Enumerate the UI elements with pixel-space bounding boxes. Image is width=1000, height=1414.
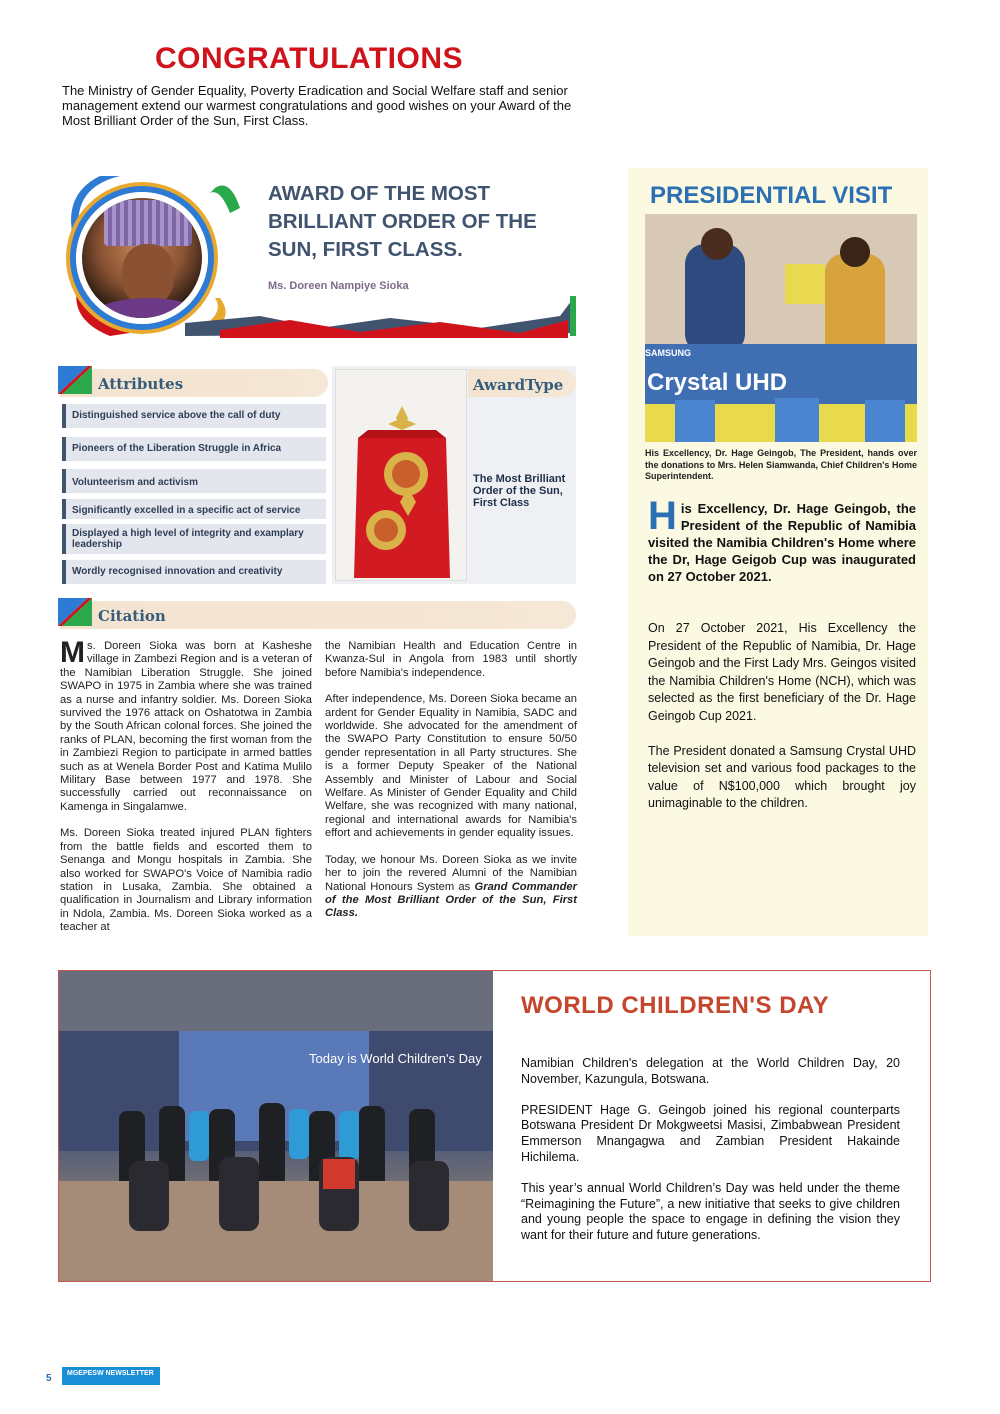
presidential-visit-caption: His Excellency, Dr. Hage Geingob, The President, hands over the donations to Mrs. Helen Siamwanda, Chief Children's Home Superintendent. xyxy=(645,448,917,481)
citation-paragraph: the Namibian Health and Education Centre in Kwanza-Sul in Angola from 1983 until shortly before Namibia's independence. xyxy=(325,640,577,679)
citation-paragraph: After independence, Ms. Doreen Sioka became an ardent for Gender Equality in Namibia, SADC and worldwide. She advocated for the amendment of the SWAPO Party Constitution to ensure 50/50 gender representation in all Party structures. She is a former Deputy Speaker of the National Assembly and Minister of Labour and Social Welfare. As Minister of Gender Equality and Child Welfare, she was recognized with many national, regional and international awards for Namibia's effort and achievements in gender equality issues. xyxy=(325,693,577,840)
attribute-item: Significantly excelled in a specific act of service xyxy=(62,499,326,519)
headdress-shape xyxy=(104,200,192,246)
attributes-label: Attributes xyxy=(98,375,184,393)
presidential-visit-title: PRESIDENTIAL VISIT xyxy=(650,182,893,209)
world-childrens-day-photo xyxy=(59,971,493,1281)
body-paragraph: On 27 October 2021, His Excellency the President of the Republic of Namibia, Dr. Hage Geingob and the First Lady Mrs. Geingos visited the Namibia Children's Home (NCH), which was selected as the first beneficiary of the Dr. Hage Geingob Cup 2021. xyxy=(648,621,916,723)
presidential-visit-photo xyxy=(645,214,917,442)
attribute-item: Pioneers of the Liberation Struggle in Africa xyxy=(62,437,326,461)
medal-photo xyxy=(335,369,467,581)
attribute-item: Distinguished service above the call of duty xyxy=(62,404,326,428)
lead-dropcap: H xyxy=(648,494,677,538)
lead-text: is Excellency, Dr. Hage Geingob, the President of the Republic of Namibia visited the Namibia Children's Home where the Dr, Hage Geigob Cup was inaugurated on 27 October 2021. xyxy=(648,501,916,584)
world-childrens-day-title: WORLD CHILDREN'S DAY xyxy=(521,992,830,1019)
body-paragraph: PRESIDENT Hage G. Geingob joined his regional counterparts Botswana President Dr Mokgweetsi Masisi, Zimbabwean President Emmerson Mnangagwa and Zambian President Hakainde Hichilema. xyxy=(521,1102,900,1164)
presidential-visit-body xyxy=(648,620,916,830)
citation-column-2 xyxy=(325,640,577,934)
namibia-flag-icon xyxy=(58,366,92,394)
portrait-photo xyxy=(76,192,208,324)
newsletter-badge: MGEPESW NEWSLETTER xyxy=(62,1367,160,1385)
award-type-value: The Most Brilliant Order of the Sun, First Class xyxy=(473,473,566,509)
citation-emphasis: Grand Commander of the Most Brilliant Order of the Sun, First Class. xyxy=(325,880,577,920)
citation-paragraph: Today, we honour Ms. Doreen Sioka as we invite her to join the revered Alumni of the Namibian National Honours System as xyxy=(325,853,577,893)
face-shape xyxy=(122,244,174,306)
presidential-visit-illustration xyxy=(645,214,917,442)
body-paragraph: Namibian Children's delegation at the World Children Day, 20 November, Kazungula, Botswana. xyxy=(521,1056,900,1086)
citation-column-1 xyxy=(60,636,312,948)
award-title: AWARD OF THE MOST BRILLIANT ORDER OF THE SUN, FIRST CLASS. xyxy=(268,182,537,261)
world-childrens-day-illustration xyxy=(59,971,493,1281)
medal-illustration xyxy=(336,370,468,582)
presidential-visit-lead xyxy=(648,494,916,585)
citation-dropcap: M xyxy=(60,636,85,669)
body-paragraph: The President donated a Samsung Crystal UHD television set and various food packages to the value of N$100,000 which brought joy unimaginable to the children. xyxy=(648,743,916,811)
body-paragraph: This year’s annual World Children’s Day was held under the theme “Reimagining the Future”, a new initiative that seeks to give children and young people the space to engage in defining the vision they want for their future and future generations. xyxy=(521,1180,900,1243)
tv-brand-text: SAMSUNG xyxy=(645,348,692,358)
world-childrens-day-body xyxy=(521,1056,900,1259)
citation-paragraph: Ms. Doreen Sioka treated injured PLAN fighters from the battle fields and escorted them to Senanga and Mongu hospitals in Zambia. She also worked for SWAPO's Voice of Namibia radio station in Lusaka, Zambia. She obtained a qualification in Journalism and Library information in Ndola, Zambia. Ms. Doreen Sioka worked as a teacher at xyxy=(60,827,312,934)
citation-label: Citation xyxy=(98,607,166,625)
attribute-item: Wordly recognised innovation and creativity xyxy=(62,560,326,584)
tv-box-text: Crystal UHD xyxy=(647,369,788,396)
attribute-item: Displayed a high level of integrity and examplary leadership xyxy=(62,524,326,554)
screen-text: Today is World Children's Day xyxy=(309,1051,482,1066)
congrats-text: The Ministry of Gender Equality, Poverty Eradication and Social Welfare staff and senior management extend our warmest congratulations and good wishes on your Award of the Most Brilliant Order of the Sun, First Class. xyxy=(62,83,572,128)
namibia-flag-icon xyxy=(58,598,92,626)
page-number: 5 xyxy=(46,1373,52,1384)
award-type-label: AwardType xyxy=(473,376,564,394)
award-recipient-name: Ms. Doreen Nampiye Sioka xyxy=(268,280,409,292)
attribute-item: Volunteerism and activism xyxy=(62,469,326,493)
citation-paragraph: s. Doreen Sioka was born at Kasheshe village in Zambezi Region and is a veteran of the Namibian Liberation Struggle. She joined SWAPO in 1975 in Zambia where she was trained as a nurse and infantry soldier. Ms. Doreen Sioka survived the 1976 attack on Oshatotwa in Zambia by the South African colonal forces. She joined the ranks of PLAN, becoming the first woman from the in Zambiezi Region to participate in armed battles such as at Wenela Border Post and Katima Mulilo Military Base between 1977 and 1978. She successfully carried out reconnaissance on Kamenga in Singalamwe. xyxy=(60,640,312,813)
congrats-title: CONGRATULATIONS xyxy=(155,42,464,75)
